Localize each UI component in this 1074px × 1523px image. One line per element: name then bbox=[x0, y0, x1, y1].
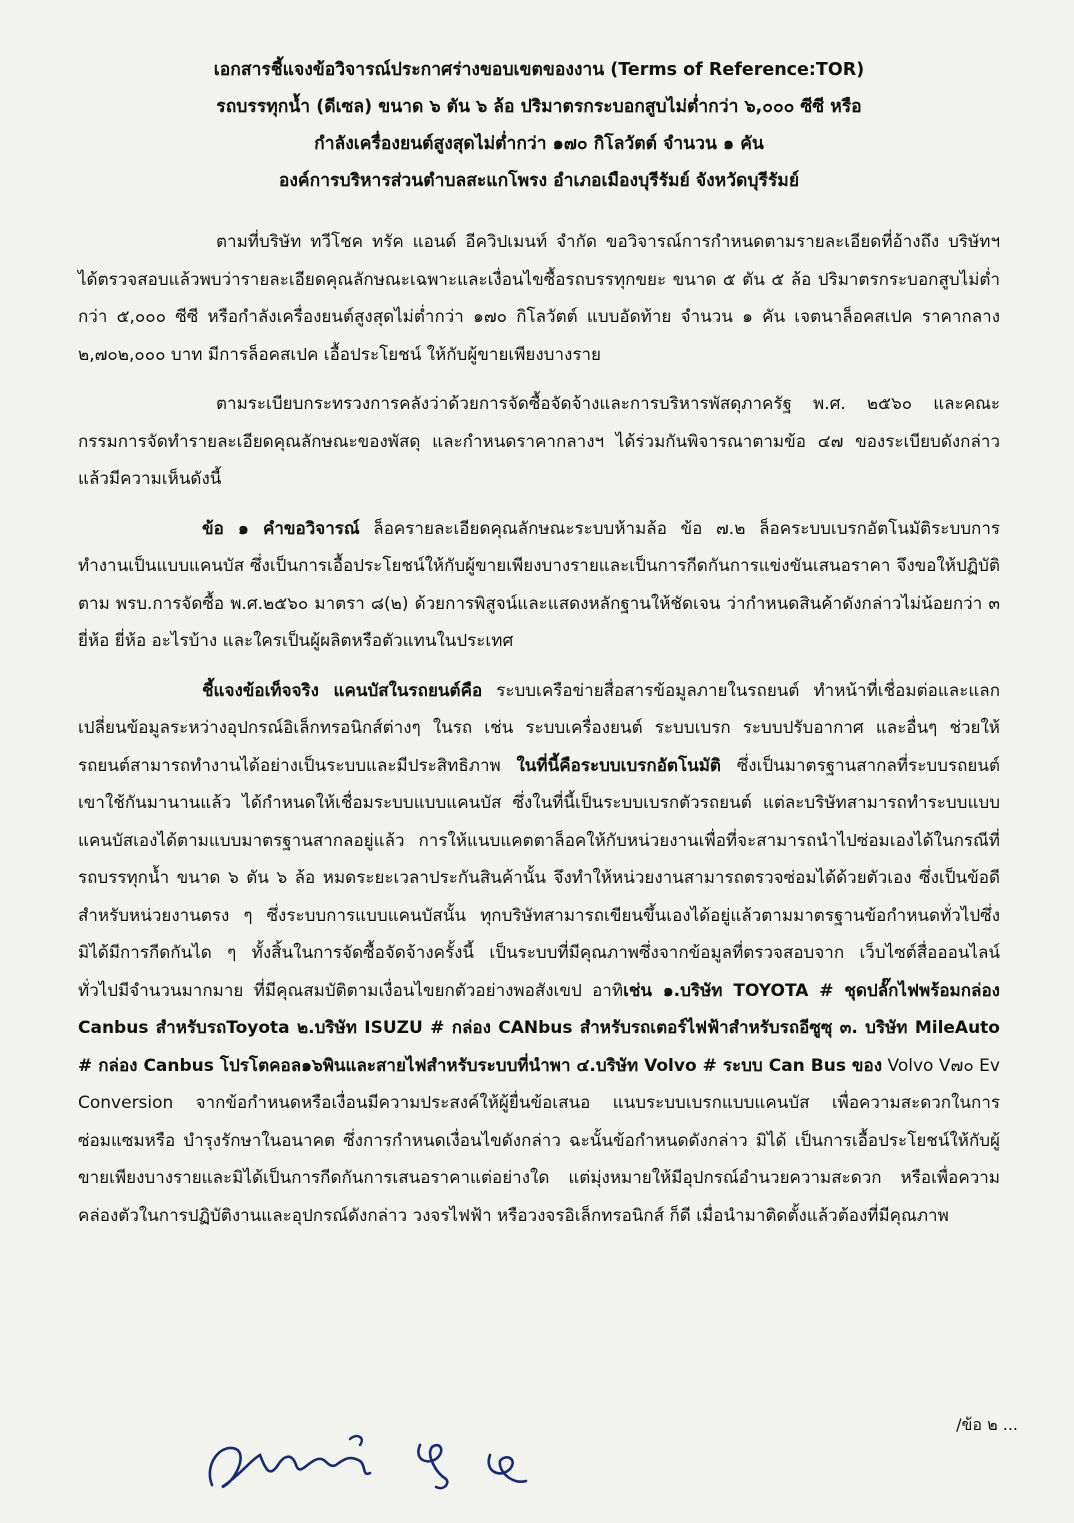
clarification-heading: ชี้แจงข้อเท็จจริง แคนบัสในรถยนต์คือ bbox=[202, 680, 483, 701]
clarification-text-3: Volvo V๗๐ Ev Conversion จากข้อกำหนดหรือเงื่อนมีความประสงค์ให้ผู้ยื่นข้อเสนอ แนบระบบเบรกแบบแคนบัส เพื่อความสะดวกในการซ่อมแซมหรือ บำรุงรักษาในอนาคต ซึ่งการกำหนดเงื่อนไขดังกล่าว ฉะนั้นข้อกำหนดดังกล่าว มิได้ เป็นการเอื้อประโยชน์ให้กับผู้ขายเพียงบางรายและมิได้เป็นการกีดกันการเสนอราคาแต่อย่างใด แต่มุ่งหมายให้มีอุปกรณ์อำนวยความสะดวก หรือเพื่อความคล่องตัวในการปฏิบัติงานและอุปกรณ์ดังกล่าว วงจรไฟฟ้า หรือวงจรอิเล็กทรอนิกส์ ก็ดี เมื่อนำมาติดตั้งแล้วต้องที่มีคุณภาพ bbox=[78, 1055, 1000, 1226]
title-line-1: เอกสารชี้แจงข้อวิจารณ์ประกาศร่างขอบเขตของงาน (Terms of Reference:TOR) bbox=[213, 60, 865, 80]
title-line-2: รถบรรทุกน้ำ (ดีเซล) ขนาด ๖ ตัน ๖ ล้อ ปริมาตรกระบอกสูบไม่ต่ำกว่า ๖,๐๐๐ ซีซี หรือ bbox=[216, 97, 862, 117]
item-1-heading: ข้อ ๑ คำขอวิจารณ์ bbox=[202, 518, 360, 539]
item-1-text: ล็อครายละเอียดคุณลักษณะระบบห้ามล้อ ข้อ ๗.๒ ล็อคระบบเบรกอัตโนมัติระบบการทำงานเป็นแบบแคนบัส ซึ่งเป็นการเอื้อประโยชน์ให้กับผู้ขายเพียงบางรายและเป็นการกีดกันการแข่งขันเสนอราคา จึงขอให้ปฏิบัติตาม พรบ.การจัดซื้อ พ.ศ.๒๕๖๐ มาตรา ๘(๒) ด้วยการพิสูจน์และแสดงหลักฐานให้ชัดเจน ว่ากำหนดสินค้าดังกล่าวไม่น้อยกว่า ๓ ยี่ห้อ ยี่ห้อ อะไรบ้าง และใครเป็นผู้ผลิตหรือตัวแทนในประเทศ bbox=[78, 518, 1000, 651]
clarification-examples: เช่น ๑.บริษัท TOYOTA # ชุดปลั๊กไฟพร้อมกล่อง Canbus สำหรับรถToyota ๒.บริษัท ISUZU # กล่อง CANbus สำหรับรถเตอร์ไฟฟ้าสำหรับรถอีซูซุ ๓. บริษัท MileAuto # กล่อง Canbus โปรโตคอล๑๖พินและสายไฟสำหรับระบบที่นำพา ๔.บริษัท Volvo # ระบบ Can Bus ของ bbox=[78, 980, 1000, 1076]
clarification-bold-1: ในที่นี้คือระบบเบรกอัตโนมัติ bbox=[516, 755, 721, 776]
clarification-text-2: ซึ่งเป็นมาตรฐานสากลที่ระบบรถยนต์เขาใช้กันมานานแล้ว ได้กำหนดให้เชื่อมระบบแบบแคนบัส ซึ่งในที่นี้เป็นระบบเบรกตัวรถยนต์ แต่ละบริษัทสามารถทำระบบแบบแคนบัสเองได้ตามแบบมาตรฐานสากลอยู่แล้ว การให้แนบแคตตาล็อคให้กับหน่วยงานเพื่อที่จะสามารถนำไปซ่อมเองได้ในกรณีที่ รถบรรทุกน้ำ ขนาด ๖ ตัน ๖ ล้อ หมดระยะเวลาประกันสินค้านั้น จึงทำให้หน่วยงานสามารถตรวจซ่อมได้ด้วยตัวเอง ซึ่งเป็นข้อดีสำหรับหน่วยงานตรง ๆ ซึ่งระบบการแบบแคนบัสนั้น ทุกบริษัทสามารถเขียนขึ้นเองได้อยู่แล้วตามมาตรฐานข้อกำหนดทั่วไปซึ่งมิได้มีการกีดกันได ๆ ทั้งสิ้นในการจัดซื้อจัดจ้างครั้งนี้ เป็นระบบที่มีคุณภาพซึ่งจากข้อมูลที่ตรวจสอบจาก เว็บไซต์สื่อออนไลน์ทั่วไปมีจำนวนมากมาย ที่มีคุณสมบัติตามเงื่อนไขยกตัวอย่างพอสังเขป อาทิ bbox=[78, 755, 1000, 1001]
clarification-text-1: ระบบเครือข่ายสื่อสารข้อมูลภายในรถยนต์ ทำหน้าที่เชื่อมต่อและแลกเปลี่ยนข้อมูลระหว่างอุปกรณ์อิเล็กทรอนิกส์ต่างๆ ในรถ เช่น ระบบเครื่องยนต์ ระบบเบรก ระบบปรับอากาศ และอื่นๆ ช่วยให้รถยนต์สามารถทำงานได้อย่างเป็นระบบและมีประสิทธิภาพ bbox=[78, 680, 1000, 776]
title-line-4: องค์การบริหารส่วนตำบลสะแกโพรง อำเภอเมืองบุรีรัมย์ จังหวัดบุรีรัมย์ bbox=[278, 171, 800, 191]
paragraph-regulation: ตามระเบียบกระทรวงการคลังว่าด้วยการจัดซื้อจัดจ้างและการบริหารพัสดุภาครัฐ พ.ศ. ๒๕๖๐ และคณะกรรมการจัดทำรายละเอียดคุณลักษณะของพัสดุ และกำหนดราคากลางฯ ได้ร่วมกันพิจารณาตามข้อ ๔๗ ของระเบียบดังกล่าวแล้วมีความเห็นดังนี้ bbox=[78, 394, 1000, 489]
continuation-reference: /ข้อ ๒ ... bbox=[956, 1415, 1018, 1434]
paragraph-item-1 bbox=[78, 511, 1000, 661]
paragraph-intro: ตามที่บริษัท ทวีโชค ทรัค แอนด์ อีควิปเมนท์ จำกัด ขอวิจารณ์การกำหนดตามรายละเอียดที่อ้างถึง บริษัทฯ ได้ตรวจสอบแล้วพบว่ารายละเอียดคุณลักษณะเฉพาะและเงื่อนไขซื้อรถบรรทุกขยะ ขนาด ๕ ตัน ๕ ล้อ ปริมาตรกระบอกสูบไม่ต่ำกว่า ๕,๐๐๐ ซีซี หรือกำลังเครื่องยนต์สูงสุดไม่ต่ำกว่า ๑๗๐ กิโลวัตต์ แบบอัดท้าย จำนวน ๑ คัน เจตนาล็อคสเปค ราคากลาง ๒,๗๐๒,๐๐๐ บาท มีการล็อคสเปค เอื้อประโยชน์ ให้กับผู้ขายเพียงบางราย bbox=[78, 232, 1000, 365]
document-title bbox=[78, 52, 1000, 200]
title-line-3: กำลังเครื่องยนต์สูงสุดไม่ต่ำกว่า ๑๗๐ กิโลวัตต์ จำนวน ๑ คัน bbox=[314, 134, 764, 154]
signature-icon bbox=[200, 1425, 580, 1505]
paragraph-clarification bbox=[78, 673, 1000, 1236]
